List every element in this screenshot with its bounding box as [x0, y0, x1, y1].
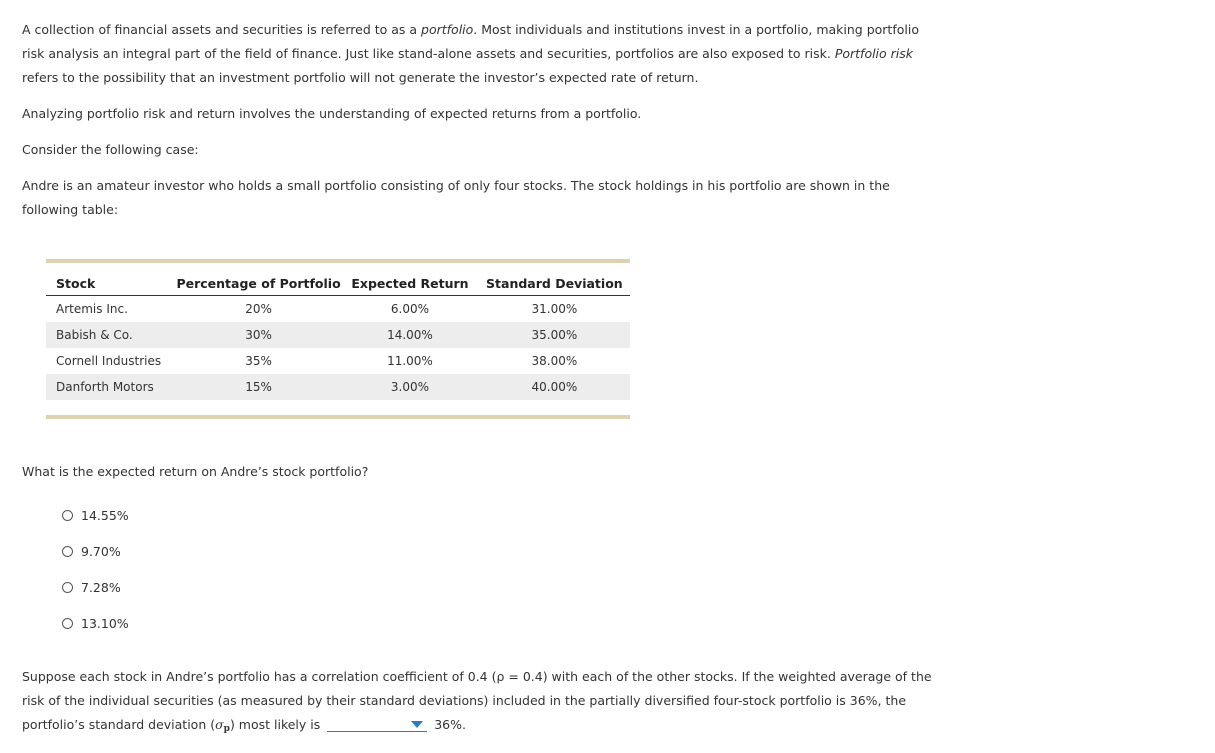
cell-standard-deviation: 35.00% [479, 322, 630, 348]
chevron-down-icon[interactable] [411, 721, 423, 728]
cell-percentage: 20% [245, 302, 272, 316]
option-label: 14.55% [81, 507, 129, 523]
answer-option[interactable] [62, 612, 129, 634]
question-text: ) most likely is [229, 717, 321, 732]
table-row [46, 322, 630, 348]
option-label: 9.70% [81, 543, 121, 559]
cell-standard-deviation: 31.00% [531, 302, 578, 316]
answer-options [62, 504, 129, 648]
answer-option[interactable] [62, 540, 129, 562]
header-percentage: Percentage of Portfolio [176, 271, 341, 296]
header-stock: Stock [46, 271, 176, 296]
cell-stock: Artemis Inc. [56, 302, 128, 316]
cell-percentage: 30% [176, 322, 341, 348]
term-portfolio-risk: Portfolio risk [834, 46, 914, 61]
radio-button[interactable] [62, 618, 73, 629]
radio-button[interactable] [62, 510, 73, 521]
cell-stock: Babish & Co. [46, 322, 176, 348]
question-text: Suppose each stock in Andre’s portfolio has a correlation coefficient of 0.4 (ρ = 0.4) with each of the other stocks. If the weighted average of the risk of the individual securities (as measured by their standard deviations) included in the partially diversified four-stock portfolio is 36%, the portfolio’s standard deviation ( [22, 669, 932, 732]
cell-expected-return: 14.00% [341, 322, 479, 348]
sigma-subscript: p [223, 724, 230, 734]
table-row [46, 348, 630, 374]
intro-paragraph-2: Analyzing portfolio risk and return involves the understanding of expected returns from a portfolio. [22, 106, 642, 121]
table-header-row [46, 271, 630, 296]
question-text: 36%. [434, 717, 466, 732]
table-row [46, 374, 630, 400]
cell-expected-return: 6.00% [390, 302, 430, 316]
cell-expected-return: 11.00% [387, 354, 433, 368]
stock-table-container [46, 259, 630, 419]
option-label: 13.10% [81, 615, 129, 631]
radio-button[interactable] [62, 582, 73, 593]
question-portfolio-std-dev [22, 665, 942, 741]
cell-percentage: 35% [245, 354, 272, 368]
radio-button[interactable] [62, 546, 73, 557]
question-expected-return: What is the expected return on Andre’s stock portfolio? [22, 464, 369, 479]
cell-stock: Danforth Motors [46, 374, 176, 400]
term-portfolio: portfolio [421, 22, 474, 37]
comparison-dropdown[interactable] [327, 717, 427, 732]
intro-text: refers to the possibility that an investment portfolio will not generate the investor’s expected rate of return. [22, 70, 699, 85]
intro-paragraph-4: Andre is an amateur investor who holds a small portfolio consisting of only four stocks. The stock holdings in his portfolio are shown in the following table: [22, 178, 890, 217]
answer-option[interactable] [62, 504, 129, 526]
table-row [46, 296, 630, 323]
cell-standard-deviation: 38.00% [531, 354, 578, 368]
cell-stock: Cornell Industries [56, 354, 162, 368]
intro-paragraph-1 [22, 18, 937, 90]
stock-holdings-table [46, 271, 630, 400]
option-label: 7.28% [81, 579, 121, 595]
cell-expected-return: 3.00% [341, 374, 479, 400]
cell-percentage: 15% [176, 374, 341, 400]
header-expected-return: Expected Return [341, 271, 479, 296]
answer-option[interactable] [62, 576, 129, 598]
intro-text: A collection of financial assets and securities is referred to as a [22, 22, 422, 37]
intro-text: . Most individuals and institutions invest in a portfolio, making portfolio risk analysis an integral part of the field of finance. Just like stand-alone assets and securities, portfolios are also exposed to risk. [22, 22, 919, 61]
header-standard-deviation: Standard Deviation [479, 271, 630, 296]
sigma-symbol: σ [215, 717, 224, 732]
cell-standard-deviation: 40.00% [479, 374, 630, 400]
intro-paragraph-3: Consider the following case: [22, 142, 199, 157]
